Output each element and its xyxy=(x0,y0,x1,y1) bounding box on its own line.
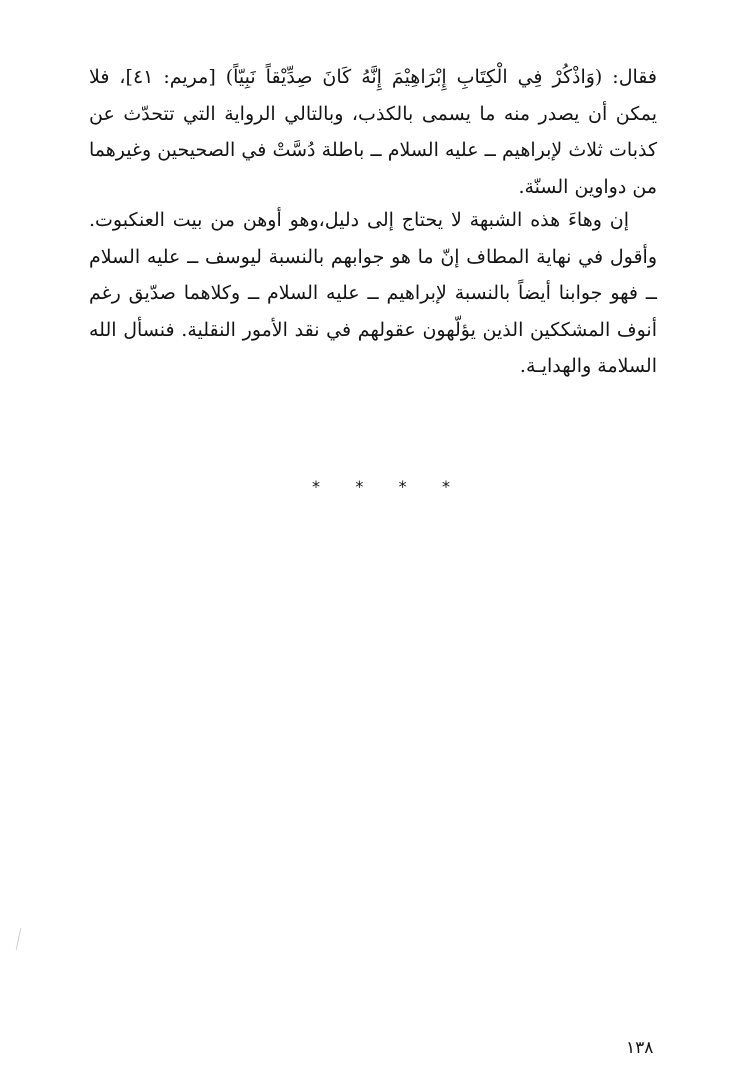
separator-star: * xyxy=(355,477,364,496)
scan-artifact xyxy=(16,928,22,950)
separator-star: * xyxy=(312,477,320,496)
page-number: ١٣٨ xyxy=(626,1038,654,1058)
section-separator xyxy=(312,478,450,496)
separator-star: * xyxy=(441,477,450,496)
paragraph-1: فقال: (وَاذْكُرْ فِي الْكِتَابِ إِبْرَاهِيْمَ إِنَّهُ كَانَ صِدِّيْقاً نَبِيّاً) [مريم: ٤١]، فلا يمكن أن يصدر منه ما يسمى بالكذب، وبالتالي الرواية التي تتحدّث عن كذبات ثلاث لإبراهيم ــ عليه السلام ــ باطلة دُسَّتْ في الصحيحين وغيرهما من دواوين السنّة. xyxy=(89,66,657,198)
separator-star: * xyxy=(398,477,407,496)
paragraph-2: إن وهاءَ هذه الشبهة لا يحتاج إلى دليل،وهو أوهن من بيت العنكبوت. وأقول في نهاية المطاف إنّ ما هو جوابهم بالنسبة ليوسف ــ عليه السلام ــ فهو جوابنا أيضاً بالنسبة لإبراهيم ــ عليه السلام ــ وكلاهما صدّيق رغم أنوف المشككين الذين يؤلّهون عقولهم في نقد الأمور النقلية. فنسأل الله السلامة والهدايـة. xyxy=(89,209,657,377)
